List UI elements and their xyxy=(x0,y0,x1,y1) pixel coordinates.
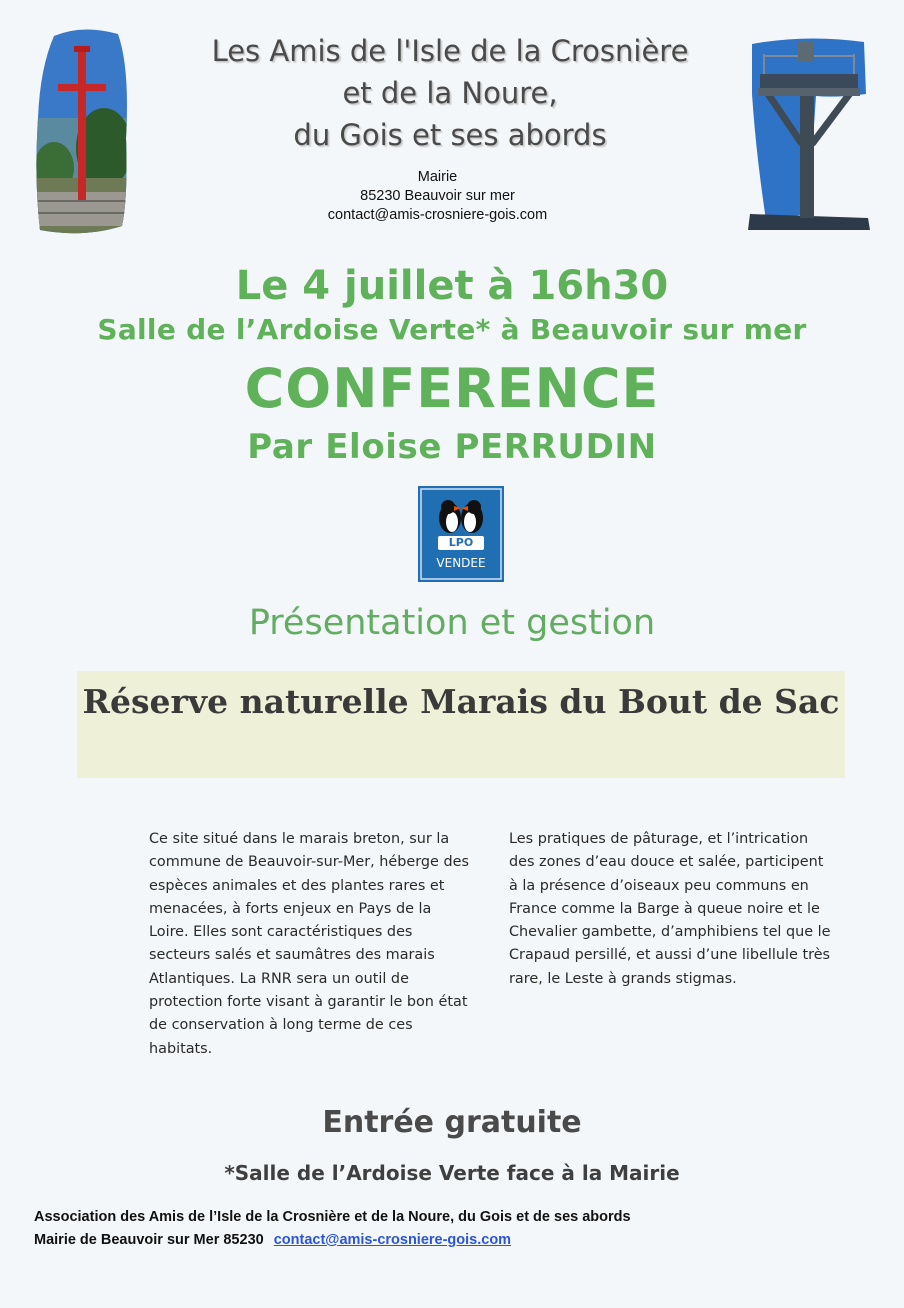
event-date: Le 4 juillet à 16h30 xyxy=(235,263,669,309)
lpo-logo-subtext: VENDEE xyxy=(436,556,486,570)
entry-notice: Entrée gratuite xyxy=(322,1105,582,1140)
organization-title xyxy=(130,30,770,156)
org-title-line: du Gois et ses abords xyxy=(293,118,607,152)
lpo-logo xyxy=(418,486,504,582)
cross-photo xyxy=(34,28,130,234)
address-email: contact@amis-crosniere-gois.com xyxy=(327,207,548,223)
venue-footnote: *Salle de l’Ardoise Verte face à la Mairie xyxy=(224,1161,680,1185)
address-line: 85230 Beauvoir sur mer xyxy=(360,188,515,204)
footer-address: Mairie de Beauvoir sur Mer 85230 xyxy=(34,1232,264,1248)
org-title-line: Les Amis de l'Isle de la Crosnière xyxy=(211,34,689,68)
footer-email-link[interactable]: contact@amis-crosniere-gois.com xyxy=(273,1232,512,1248)
org-title-line: et de la Noure, xyxy=(342,76,558,110)
reserve-title: Réserve naturelle Marais du Bout de Sac xyxy=(82,682,840,721)
description-column-left: Ce site situé dans le marais breton, sur la commune de Beauvoir-sur-Mer, héberge des espèces animales et des plantes rares et menacées, à forts enjeux en Pays de la Loire. Elles sont caractéristiques des secteurs salés et saumâtres des marais Atlantiques. La RNR sera un outil de protection forte visant à garantir le bon état de conservation à long terme de ces habitats. xyxy=(149,831,469,1057)
lpo-logo-text: LPO xyxy=(448,536,474,549)
address-line: Mairie xyxy=(417,169,458,185)
event-speaker: Par Eloise PERRUDIN xyxy=(247,427,657,467)
section-subtitle: Présentation et gestion xyxy=(248,603,656,643)
event-venue: Salle de l’Ardoise Verte* à Beauvoir sur mer xyxy=(97,313,807,346)
description-column-right: Les pratiques de pâturage, et l’intrication des zones d’eau douce et salée, participent à la présence d’oiseaux peu communs en France comme la Barge à queue noire et le Chevalier gambette, d’amphibiens tel que le Crapaud persillé, et aussi d’une libellule très rare, le Leste à grands stigmas. xyxy=(509,831,831,987)
footer-address-line xyxy=(34,1229,874,1252)
event-type: CONFERENCE xyxy=(244,357,660,420)
address-block xyxy=(200,168,675,225)
footer xyxy=(34,1206,874,1252)
footer-association: Association des Amis de l’Isle de la Crosnière et de la Noure, du Gois et de ses abords xyxy=(34,1209,631,1225)
